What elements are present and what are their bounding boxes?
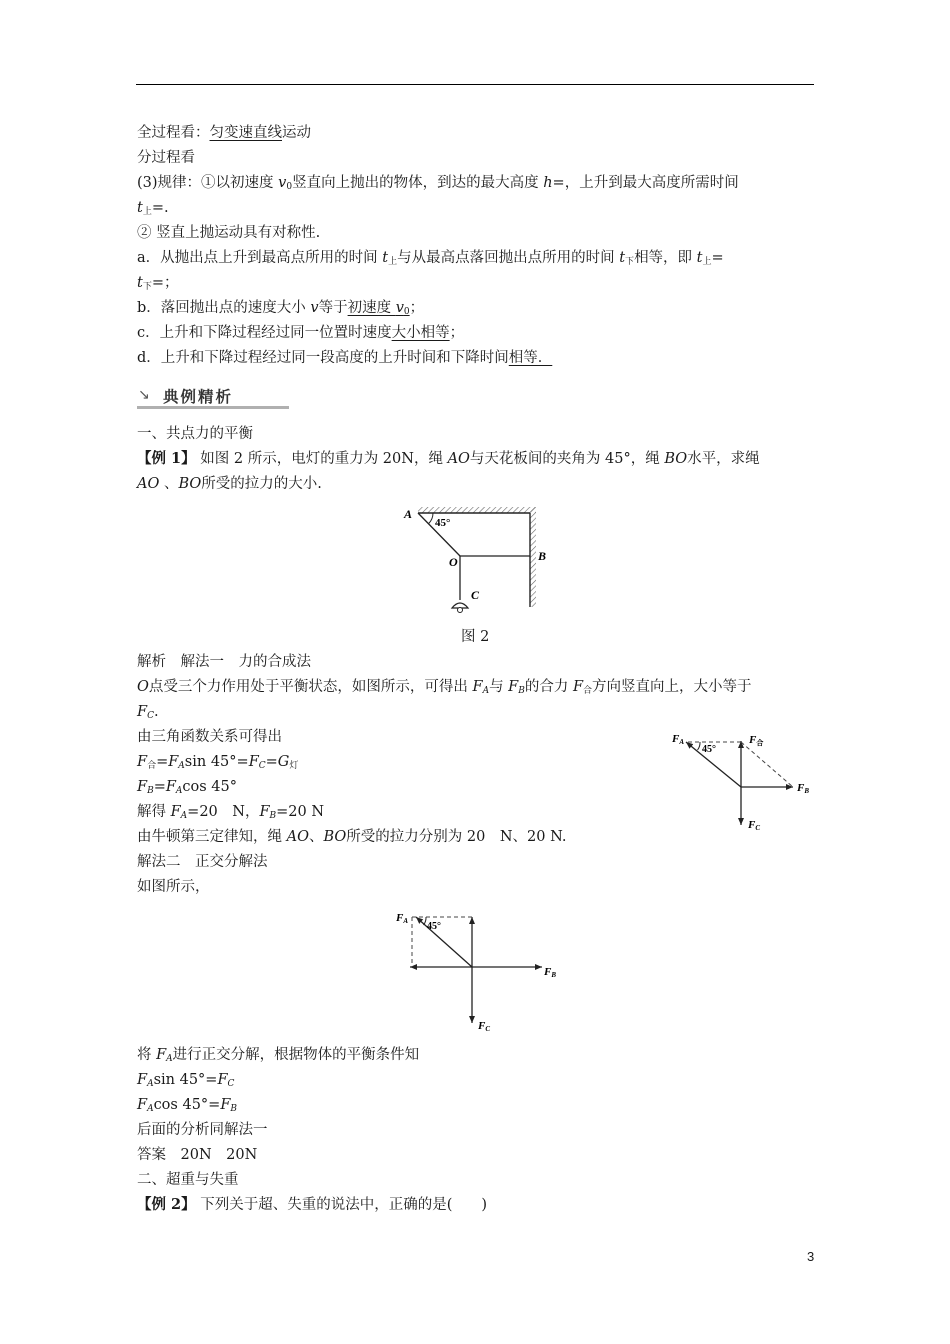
subsection-title: 一、共点力的平衡: [137, 426, 253, 442]
text-line: 如图所示，: [137, 879, 210, 895]
label-c: C: [471, 588, 480, 602]
text-line: 【例 2】 下列关于超、失重的说法中，正确的是( ): [137, 1196, 488, 1213]
text-line: O点受三个力作用处于平衡状态，如图所示，可得出 $F_A$与 $F_B$的合力 $F_合$方向竖直向上，大小等于: [137, 679, 752, 696]
text-line: 解析 解法一 力的合成法: [137, 654, 311, 670]
angle-label: 45°: [427, 921, 441, 932]
label-fhe: F合: [749, 734, 764, 747]
answer-line: 答案 20N 20N: [137, 1147, 258, 1163]
dashed-diagonal: [741, 742, 793, 787]
underlined-answer: 匀变速直线: [209, 125, 282, 141]
label-fa: FA: [672, 733, 685, 746]
text-line: $F_C$.: [137, 704, 159, 721]
section-title: 典例精析: [163, 388, 234, 406]
equation-line: $F_B=F_A\cos$ 45°: [137, 779, 238, 796]
force-decomposition-diagram: [390, 905, 565, 1035]
page-number: 3: [807, 1249, 815, 1264]
text-line: 由牛顿第三定律知，绳 AO、BO所受的拉力分别为 20 N、20 N.: [137, 829, 567, 845]
text-line: 由三角函数关系可得出: [137, 729, 282, 745]
section-underline: [137, 406, 289, 409]
section-header: [137, 383, 289, 409]
text-line: 后面的分析同解法一: [137, 1122, 268, 1138]
label-o: O: [449, 555, 458, 569]
ceiling-hatch: [418, 507, 536, 513]
text-line: (3)规律：①以初速度 $v_0$竖直向上抛出的物体，到达的最大高度 h=，上升到最大高度所需时间: [137, 175, 739, 192]
angle-arc: [429, 513, 433, 524]
label-b: B: [538, 549, 547, 563]
text-line: a．从抛出点上升到最高点所用的时间 $t_上$与从最高点落回抛出点所用的时间 $t_下$相等，即 $t_上=$: [137, 250, 724, 267]
angle-arc: [698, 742, 701, 750]
text-line: 将 $F_A$进行正交分解，根据物体的平衡条件知: [137, 1047, 420, 1064]
text-line: 【例 1】 如图 2 所示，电灯的重力为 20N，绳 AO与天花板间的夹角为 45°，绳 BO水平，求绳: [137, 450, 760, 467]
wall-hatch: [530, 507, 536, 607]
subsection-title: 二、超重与失重: [137, 1172, 239, 1188]
text-line: d．上升和下降过程经过同一段高度的上升时间和下降时间相等．: [137, 350, 553, 366]
force-composition-diagram: [668, 725, 818, 835]
equation-line: $F_A\cos$ $45^\circ=F_B$: [137, 1097, 238, 1114]
label-fb: FB: [797, 782, 810, 795]
equation-line: $F_A\sin$ $45^\circ=F_C$: [137, 1072, 235, 1089]
corner-arrow-icon: ↘: [138, 387, 150, 403]
text-line: 分过程看: [137, 150, 195, 166]
text-line: $t_上=$.: [137, 200, 169, 217]
lamp-bulb: [458, 608, 463, 613]
header-rule: [136, 84, 814, 85]
equation-line: 解得 $F_A=20$ N，$F_B=20$ N: [137, 804, 325, 821]
equation-line: $F_合=F_A\sin$ $45^\circ=F_C=G_灯$: [137, 754, 299, 771]
text-line: [137, 123, 311, 143]
angle-label: 45°: [435, 517, 451, 529]
text-line: ② 竖直上抛运动具有对称性.: [137, 225, 321, 241]
angle-arc: [424, 917, 427, 925]
text-line: 解法二 正交分解法: [137, 854, 268, 870]
figure-caption: 图 2: [461, 629, 490, 645]
label-a: A: [404, 507, 413, 521]
text-line: c．上升和下降过程经过同一位置时速度大小相等；: [137, 325, 465, 341]
label-fb: FB: [544, 966, 557, 979]
text: 运动: [282, 125, 311, 141]
label-fc: FC: [748, 819, 761, 832]
text-line: b．落回抛出点的速度大小 v等于初速度 $v_0$；: [137, 300, 425, 317]
text: 全过程看：: [137, 125, 210, 141]
text-line: AO 、BO所受的拉力的大小.: [137, 476, 322, 492]
text-line: $t_下=$；: [137, 275, 179, 292]
angle-label: 45°: [702, 744, 716, 755]
label-fa: FA: [396, 912, 409, 925]
label-fc: FC: [478, 1020, 491, 1033]
lamp-diagram: [395, 500, 555, 620]
